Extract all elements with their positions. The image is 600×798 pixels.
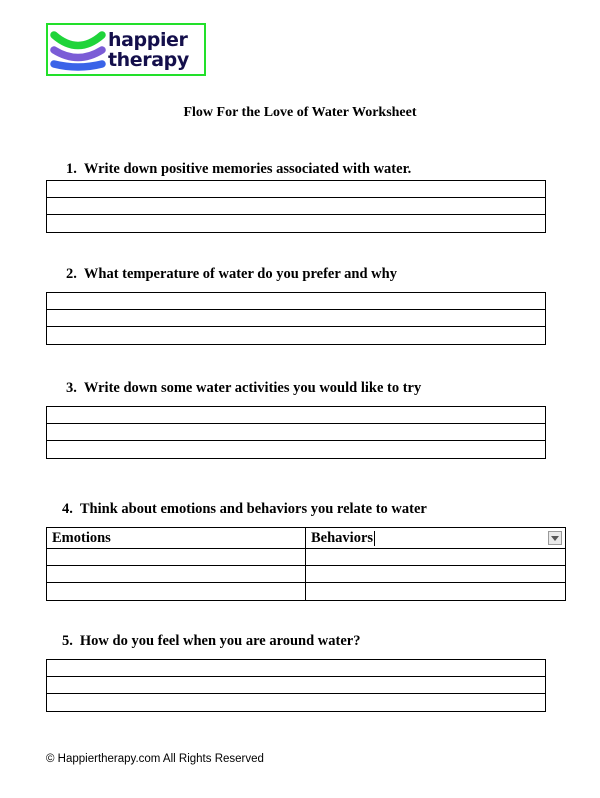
question-4 [62, 501, 427, 518]
answer-line[interactable] [47, 424, 545, 441]
question-3-text: Write down some water activities you would like to try [83, 380, 422, 396]
table-header-behaviors[interactable] [306, 528, 565, 548]
table-cell-emotions[interactable] [47, 583, 306, 600]
question-5 [62, 633, 360, 650]
brand-wordmark [108, 30, 189, 70]
question-2 [66, 266, 397, 283]
question-5-number: 5. [62, 633, 73, 649]
copyright-footer: © Happiertherapy.com All Rights Reserved [46, 753, 264, 765]
brand-logo [46, 23, 206, 76]
table-header-behaviors-label: Behaviors [311, 529, 374, 546]
text-cursor [374, 531, 375, 546]
brand-line-2: therapy [108, 48, 189, 71]
chevron-down-icon[interactable] [548, 531, 562, 545]
question-3 [66, 380, 421, 397]
question-1-number: 1. [66, 161, 77, 177]
table-row[interactable] [47, 566, 565, 583]
question-2-number: 2. [66, 266, 77, 282]
answer-box-5[interactable] [46, 659, 546, 712]
answer-box-3[interactable] [46, 406, 546, 459]
answer-box-1[interactable] [46, 180, 546, 233]
answer-box-2[interactable] [46, 292, 546, 345]
page-title: Flow For the Love of Water Worksheet [183, 105, 417, 120]
table-cell-behaviors[interactable] [306, 566, 565, 582]
happier-therapy-logo-icon [49, 25, 107, 74]
question-5-text: How do you feel when you are around water? [79, 633, 361, 649]
answer-line[interactable] [47, 293, 545, 310]
table-cell-emotions[interactable] [47, 566, 306, 582]
table-row[interactable] [47, 549, 565, 566]
answer-line[interactable] [47, 215, 545, 232]
chevron-down-glyph [551, 536, 559, 541]
answer-line[interactable] [47, 407, 545, 424]
answer-line[interactable] [47, 660, 545, 677]
table-header-emotions [47, 528, 306, 548]
table-cell-behaviors[interactable] [306, 583, 565, 600]
question-3-number: 3. [66, 380, 77, 396]
answer-line[interactable] [47, 441, 545, 458]
question-4-text: Think about emotions and behaviors you relate to water [79, 501, 427, 517]
answer-line[interactable] [47, 181, 545, 198]
table-cell-emotions[interactable] [47, 549, 306, 565]
answer-line[interactable] [47, 198, 545, 215]
table-cell-behaviors[interactable] [306, 549, 565, 565]
table-row[interactable] [47, 583, 565, 600]
question-1-text: Write down positive memories associated with water. [83, 161, 412, 177]
question-1 [66, 161, 411, 178]
table-header-emotions-label: Emotions [52, 529, 111, 546]
brand-line-1: happier [108, 28, 188, 51]
answer-line[interactable] [47, 694, 545, 711]
answer-line[interactable] [47, 677, 545, 694]
answer-line[interactable] [47, 327, 545, 344]
question-4-number: 4. [62, 501, 73, 517]
answer-line[interactable] [47, 310, 545, 327]
table-header-row [47, 528, 565, 549]
emotions-behaviors-table[interactable] [46, 527, 566, 601]
question-2-text: What temperature of water do you prefer and why [83, 266, 397, 282]
